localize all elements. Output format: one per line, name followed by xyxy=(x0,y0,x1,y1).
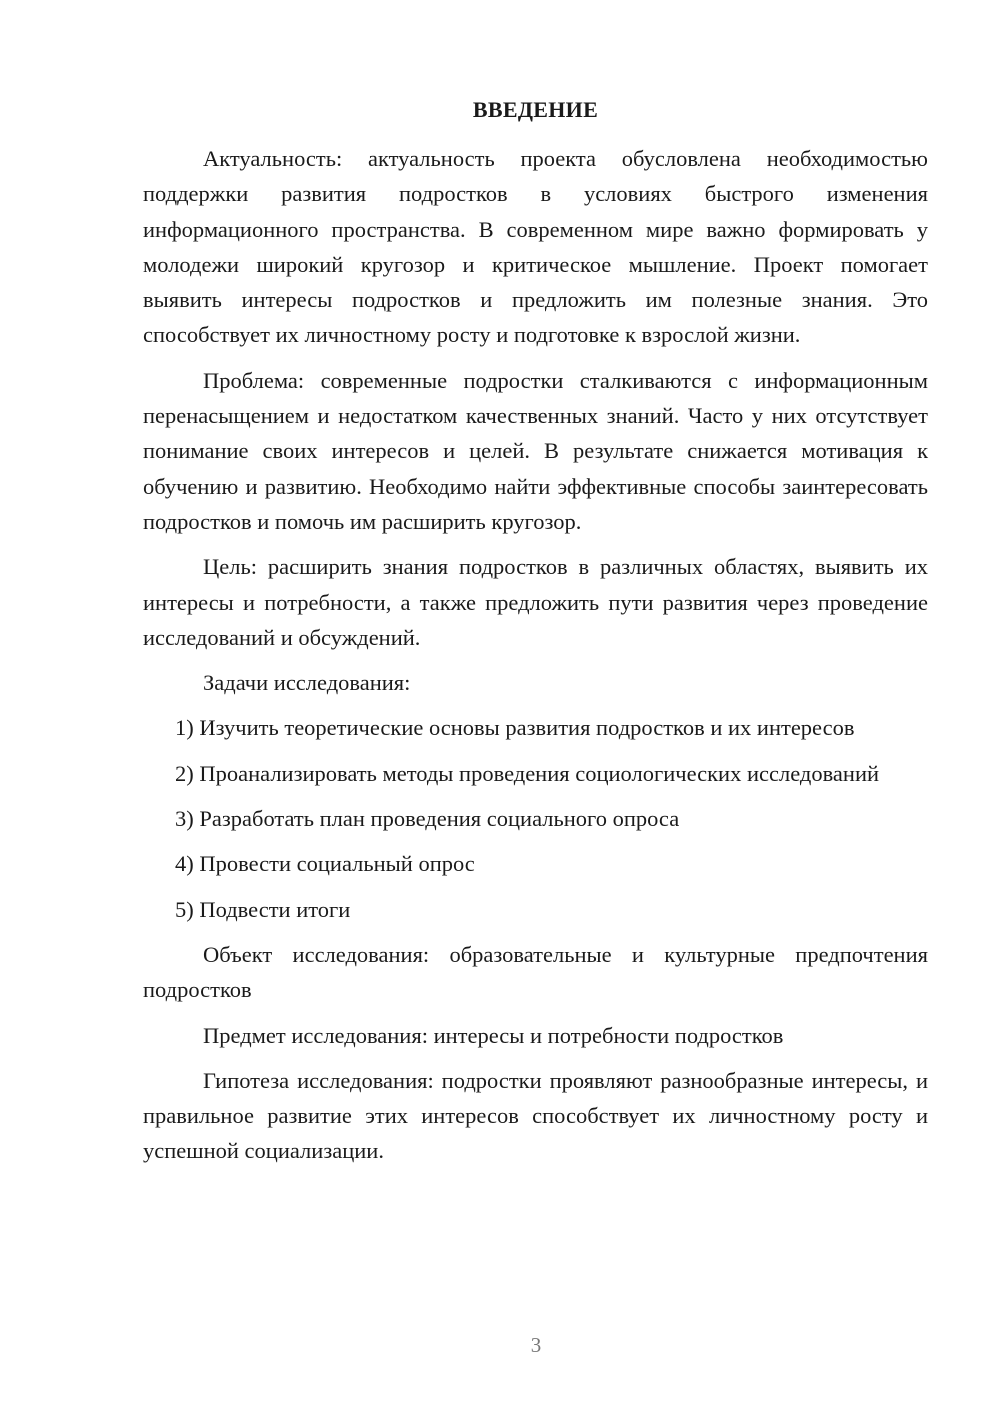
paragraph-problem: Проблема: современные подростки сталкиваются с информационным перенасыщением и недостатком качественных знаний. Часто у них отсутствует понимание своих интересов и целей. В результате снижается мотивация к обучению и развитию. Необходимо найти эффективные способы заинтересовать подростков и помочь им расширить кругозор. xyxy=(143,367,928,534)
paragraph-object: Объект исследования: образовательные и культурные предпочтения подростков xyxy=(143,941,928,1003)
task-item-5: 5) Подвести итоги xyxy=(175,896,351,922)
task-item-2: 2) Проанализировать методы проведения социологических исследований xyxy=(175,760,880,786)
document-page xyxy=(143,92,928,1179)
paragraph-hypothesis: Гипотеза исследования: подростки проявляют разнообразные интересы, и правильное развитие этих интересов способствует их личностному росту и успешной социализации. xyxy=(143,1067,928,1164)
task-item-4: 4) Провести социальный опрос xyxy=(175,851,475,877)
paragraph-goal: Цель: расширить знания подростков в различных областях, выявить их интересы и потребности, а также предложить пути развития через проведение исследований и обсуждений. xyxy=(143,554,928,650)
tasks-heading: Задачи исследования: xyxy=(203,670,411,696)
paragraph-subject: Предмет исследования: интересы и потребности подростков xyxy=(203,1022,784,1048)
section-title: ВВЕДЕНИЕ xyxy=(472,97,599,122)
task-item-3: 3) Разработать план проведения социального опроса xyxy=(175,806,680,832)
paragraph-relevance: Актуальность: актуальность проекта обусловлена необходимостью поддержки развития подростков в условиях быстрого изменения информационного пространства. В современном мире важно формировать у молодежи широкий кругозор и критическое мышление. Проект помогает выявить интересы подростков и предложить им полезные знания. Это способствует их личностному росту и подготовке к взрослой жизни. xyxy=(143,146,928,348)
page-number: 3 xyxy=(530,1333,542,1357)
task-item-1: 1) Изучить теоретические основы развития подростков и их интересов xyxy=(175,715,855,741)
